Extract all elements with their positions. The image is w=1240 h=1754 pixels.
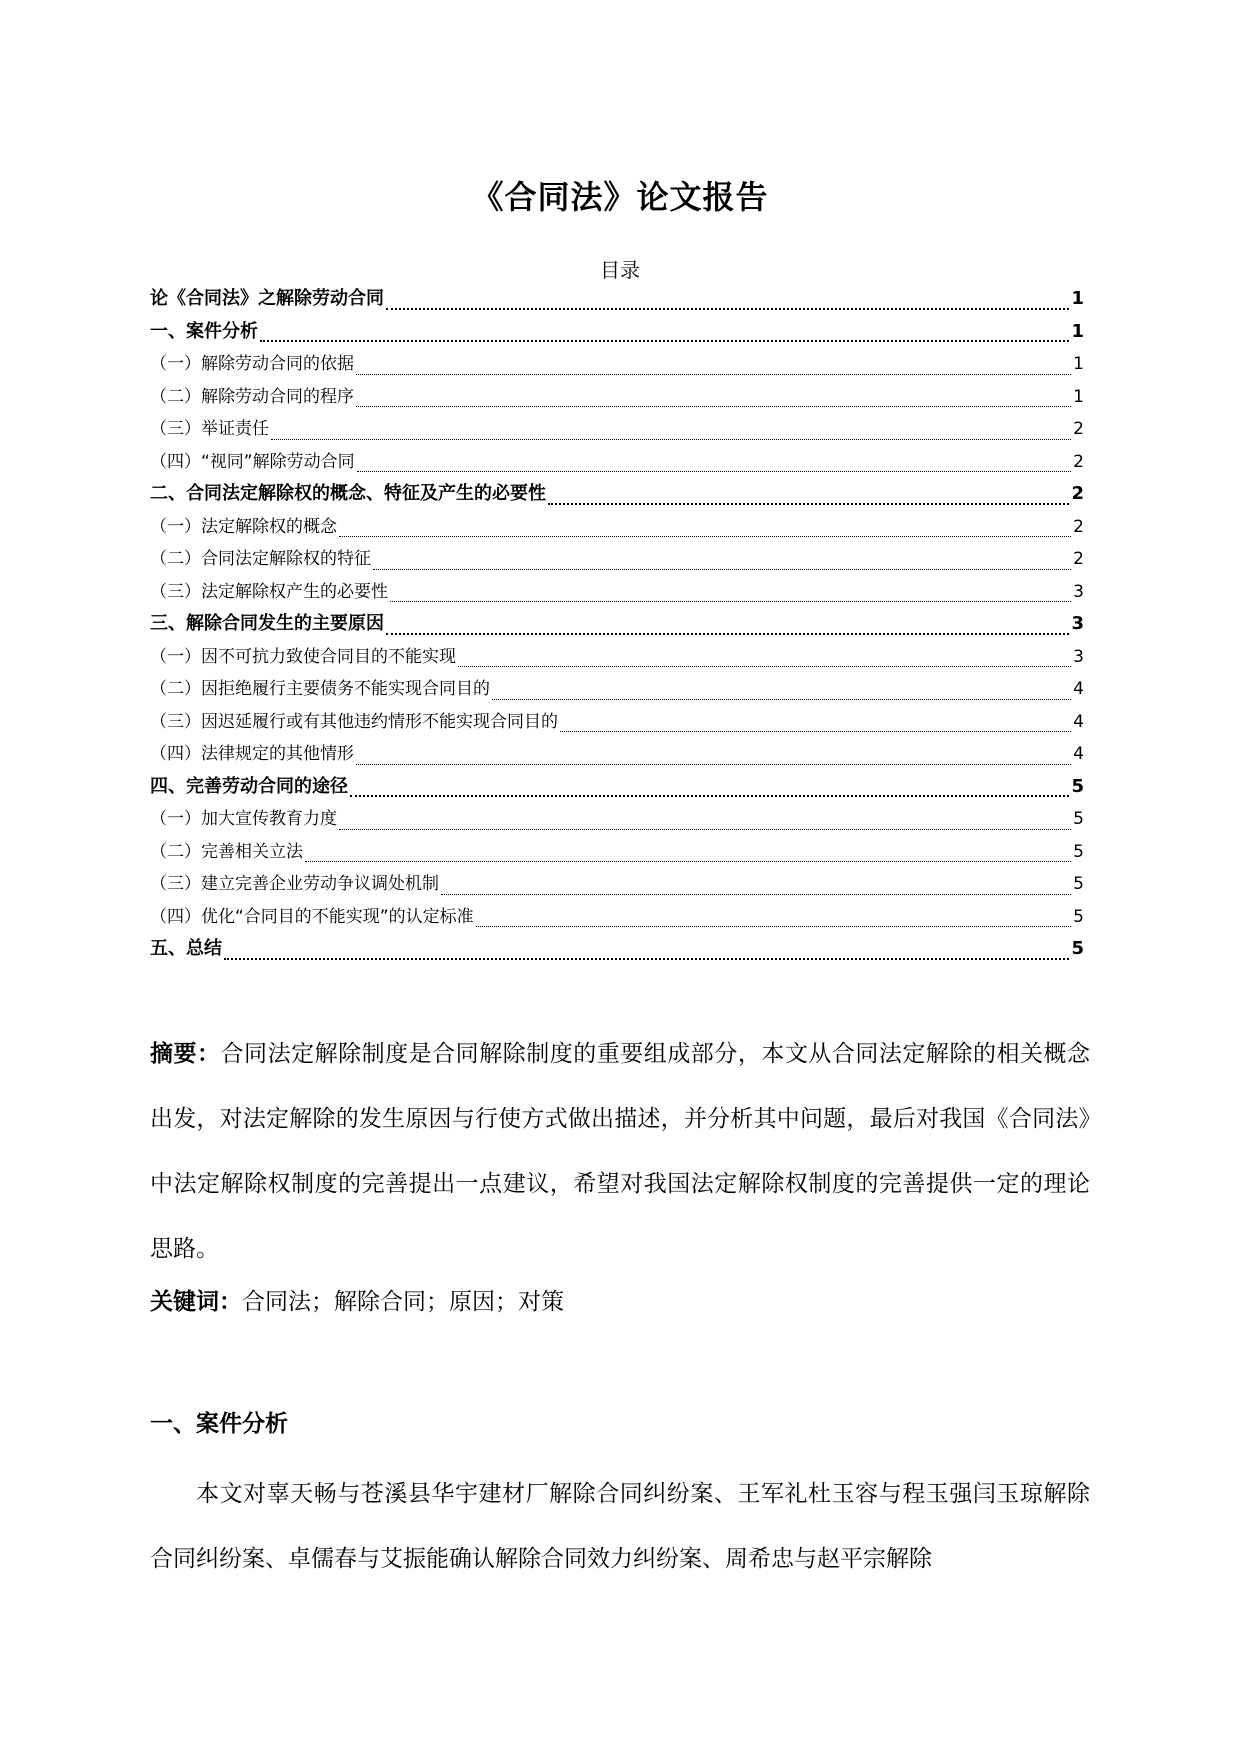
toc-entry-label: 论《合同法》之解除劳动合同	[150, 288, 384, 309]
keywords-label: 关键词：	[150, 1289, 242, 1315]
keywords-line	[150, 1282, 1090, 1322]
toc-entry-page-number: 5	[1071, 938, 1084, 959]
toc-entry[interactable]	[150, 284, 1084, 317]
toc-entry[interactable]	[150, 512, 1084, 545]
toc-entry-label: 二、合同法定解除权的概念、特征及产生的必要性	[150, 483, 546, 504]
toc-entry-label: （三）因迟延履行或有其他违约情形不能实现合同目的	[150, 711, 558, 732]
toc-entry-page-number: 2	[1073, 549, 1084, 569]
toc-entry-page-number: 5	[1073, 809, 1084, 829]
toc-leader-dots	[356, 374, 1071, 375]
toc-leader-dots	[357, 471, 1072, 472]
toc-entry-page-number: 1	[1071, 320, 1084, 342]
toc-leader-dots	[356, 406, 1071, 407]
toc-entry-label: （一）加大宣传教育力度	[150, 809, 337, 829]
toc-entry-label: （四）法律规定的其他情形	[150, 744, 354, 764]
toc-entry-label: 四、完善劳动合同的途径	[150, 775, 348, 797]
toc-entry[interactable]	[150, 739, 1084, 772]
toc-entry-label: （四）“视同”解除劳动合同	[150, 451, 355, 472]
toc-entry[interactable]	[150, 934, 1084, 967]
section-heading: 一、案件分析	[150, 1411, 288, 1437]
toc-leader-dots	[305, 861, 1071, 862]
toc-entry-page-number: 2	[1071, 483, 1084, 504]
toc-entry-label: （三）法定解除权产生的必要性	[150, 581, 388, 602]
toc-entry[interactable]	[150, 707, 1084, 740]
toc-entry-label: （一）法定解除权的概念	[150, 516, 337, 537]
toc-entry[interactable]	[150, 382, 1084, 415]
toc-entry-label: （一）因不可抗力致使合同目的不能实现	[150, 646, 456, 667]
toc-leader-dots	[458, 666, 1071, 667]
toc-entry[interactable]	[150, 317, 1084, 350]
toc-leader-dots	[339, 829, 1071, 830]
toc-entry-page-number: 1	[1073, 354, 1084, 374]
toc-entry-label: 三、解除合同发生的主要原因	[150, 613, 384, 634]
toc-entry-page-number: 5	[1073, 841, 1084, 862]
toc-entry[interactable]	[150, 804, 1084, 837]
toc-leader-dots	[441, 894, 1071, 895]
toc-entry[interactable]	[150, 902, 1084, 935]
toc-leader-dots	[492, 699, 1071, 700]
toc-entry-page-number: 4	[1073, 744, 1084, 764]
toc-entry[interactable]	[150, 577, 1084, 610]
toc-entry-label: （三）建立完善企业劳动争议调处机制	[150, 874, 439, 894]
toc-leader-dots	[260, 340, 1069, 342]
toc-entry[interactable]	[150, 479, 1084, 512]
toc-leader-dots	[548, 503, 1069, 505]
toc-entry-page-number: 1	[1071, 288, 1084, 309]
toc-entry-page-number: 5	[1073, 874, 1084, 894]
table-of-contents	[150, 284, 1084, 967]
abstract-label: 摘要：	[150, 1041, 221, 1067]
toc-entry-label: （二）完善相关立法	[150, 841, 303, 862]
toc-leader-dots	[390, 601, 1071, 602]
toc-entry-page-number: 1	[1073, 386, 1084, 407]
toc-entry-page-number: 4	[1073, 711, 1084, 732]
toc-entry-label: （二）解除劳动合同的程序	[150, 386, 354, 407]
toc-leader-dots	[339, 536, 1071, 537]
toc-entry-page-number: 2	[1073, 516, 1084, 537]
toc-entry[interactable]	[150, 642, 1084, 675]
toc-entry[interactable]	[150, 414, 1084, 447]
body-paragraph: 本文对辜天畅与苍溪县华宇建材厂解除合同纠纷案、王军礼杜玉容与程玉强闫玉琼解除合同纠纷案、卓儒春与艾振能确认解除合同效力纠纷案、周希忠与赵平宗解除	[150, 1481, 1090, 1572]
toc-entry[interactable]	[150, 447, 1084, 480]
toc-entry-page-number: 2	[1073, 451, 1084, 472]
keywords-text: 合同法；解除合同；原因；对策	[242, 1289, 564, 1315]
toc-leader-dots	[350, 795, 1069, 797]
toc-entry-page-number: 3	[1071, 613, 1084, 634]
document-title: 《合同法》论文报告	[471, 178, 769, 216]
toc-leader-dots	[271, 439, 1071, 440]
toc-entry[interactable]	[150, 674, 1084, 707]
toc-entry[interactable]	[150, 349, 1084, 382]
toc-entry[interactable]	[150, 837, 1084, 870]
toc-entry-page-number: 5	[1071, 775, 1084, 797]
toc-entry[interactable]	[150, 609, 1084, 642]
toc-leader-dots	[386, 633, 1069, 635]
toc-leader-dots	[373, 569, 1071, 570]
toc-entry-page-number: 4	[1073, 679, 1084, 699]
toc-entry-label: （一）解除劳动合同的依据	[150, 354, 354, 374]
toc-leader-dots	[356, 764, 1071, 765]
toc-entry-label: （三）举证责任	[150, 419, 269, 439]
toc-entry-label: 一、案件分析	[150, 320, 258, 342]
toc-entry-label: 五、总结	[150, 938, 222, 959]
toc-leader-dots	[224, 958, 1069, 960]
toc-entry[interactable]	[150, 544, 1084, 577]
toc-entry-page-number: 3	[1073, 581, 1084, 602]
toc-entry-label: （四）优化“合同目的不能实现”的认定标准	[150, 906, 474, 927]
toc-entry-label: （二）合同法定解除权的特征	[150, 549, 371, 569]
toc-leader-dots	[386, 308, 1069, 310]
toc-entry-label: （二）因拒绝履行主要债务不能实现合同目的	[150, 679, 490, 699]
toc-entry[interactable]	[150, 772, 1084, 805]
abstract-paragraph	[150, 1022, 1090, 1282]
toc-entry-page-number: 2	[1073, 419, 1084, 439]
abstract-text: 合同法定解除制度是合同解除制度的重要组成部分，本文从合同法定解除的相关概念出发，对法定解除的发生原因与行使方式做出描述，并分析其中问题，最后对我国《合同法》中法定解除权制度的完善提出一点建议，希望对我国法定解除权制度的完善提供一定的理论思路。	[150, 1041, 1091, 1262]
toc-leader-dots	[560, 731, 1071, 732]
toc-entry-page-number: 3	[1073, 646, 1084, 667]
toc-entry-page-number: 5	[1073, 906, 1084, 927]
toc-leader-dots	[476, 926, 1072, 927]
toc-entry[interactable]	[150, 869, 1084, 902]
toc-heading: 目录	[600, 258, 640, 282]
